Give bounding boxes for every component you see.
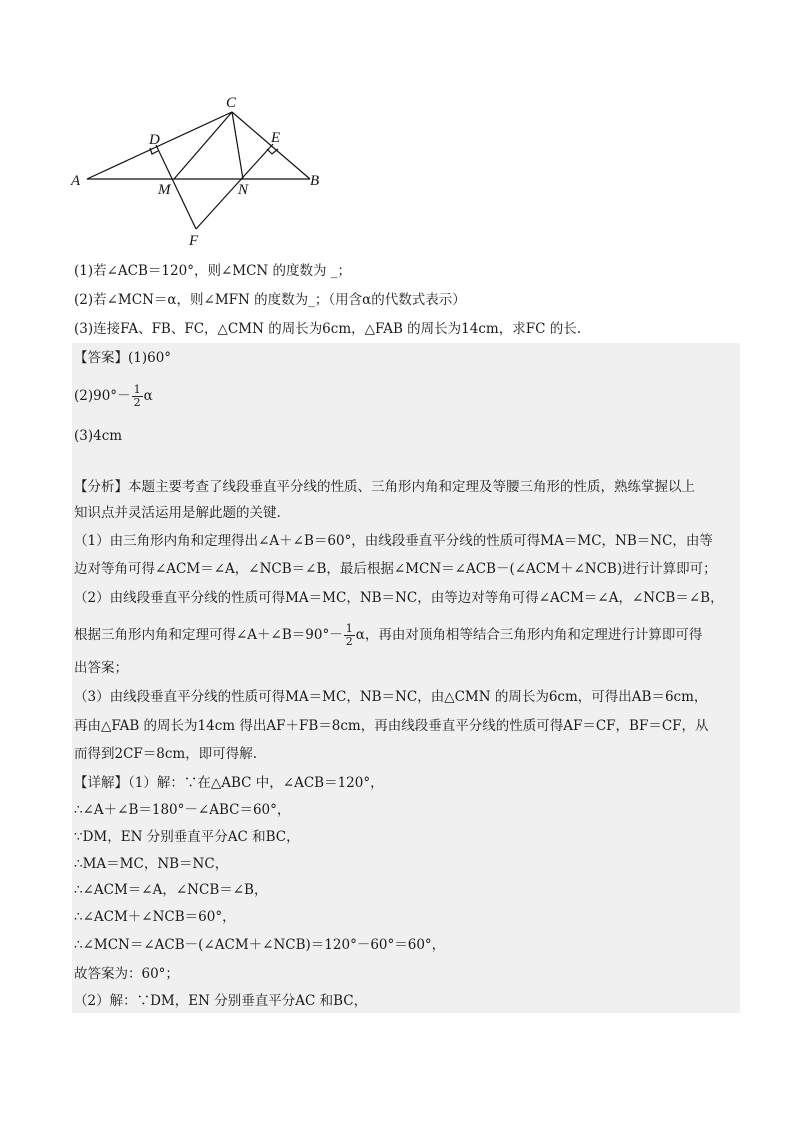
detail-line-9: （2）解：∵DM，EN 分别垂直平分AC 和BC， bbox=[74, 993, 368, 1009]
analysis-line-6 bbox=[74, 623, 702, 648]
geometry-figure bbox=[70, 92, 330, 252]
label-E: E bbox=[271, 130, 281, 146]
answer-2-suffix: α bbox=[143, 388, 153, 404]
detail-line-4: ∴MA＝MC，NB＝NC， bbox=[74, 856, 229, 872]
detail-line-3: ∵DM，EN 分别垂直平分AC 和BC， bbox=[74, 829, 300, 845]
detail-line-1: 【详解】（1）解：∵在△ABC 中，∠ACB＝120°， bbox=[74, 775, 384, 791]
analysis-line-3: （1）由三角形内角和定理得出∠A＋∠B＝60°，由线段垂直平分线的性质可得MA＝MC，NB＝NC，由等 bbox=[74, 533, 713, 549]
analysis-line-1: 【分析】本题主要考查了线段垂直平分线的性质、三角形内角和定理及等腰三角形的性质，熟练掌握以上 bbox=[74, 479, 695, 495]
analysis-line-8: （3）由线段垂直平分线的性质可得MA＝MC，NB＝NC，由△CMN 的周长为6cm，可得出AB＝6cm， bbox=[74, 689, 708, 705]
analysis-line-2: 知识点并灵活运用是解此题的关键. bbox=[74, 505, 281, 521]
detail-line-8: 故答案为：60°； bbox=[74, 966, 179, 982]
analysis-line-9: 再由△FAB 的周长为14cm 得出AF＋FB＝8cm，再由线段垂直平分线的性质可得AF＝CF，BF＝CF，从 bbox=[74, 718, 709, 734]
label-D: D bbox=[149, 132, 160, 148]
fraction-half-2 bbox=[344, 623, 355, 648]
detail-line-6: ∴∠ACM＋∠NCB＝60°， bbox=[74, 909, 236, 925]
label-F: F bbox=[189, 233, 199, 249]
question-3: (3)连接FA、FB、FC，△CMN 的周长为6cm，△FAB 的周长为14cm，求FC 的长. bbox=[74, 321, 581, 337]
triangle-diagram bbox=[70, 92, 330, 252]
fraction-numerator-2: 1 bbox=[345, 622, 353, 635]
answer-2 bbox=[74, 384, 153, 409]
fraction-denominator-2: 2 bbox=[345, 635, 353, 648]
label-A: A bbox=[71, 173, 81, 189]
analysis-line-6-suffix: α，再由对顶角相等结合三角形内角和定理进行计算即可得 bbox=[355, 627, 703, 643]
detail-line-7: ∴∠MCN＝∠ACB－(∠ACM＋∠NCB)＝120°－60°＝60°， bbox=[74, 937, 446, 953]
label-M: M bbox=[158, 182, 171, 198]
label-B: B bbox=[310, 173, 320, 189]
analysis-line-4: 边对等角可得∠ACM＝∠A，∠NCB＝∠B，最后根据∠MCN＝∠ACB－(∠ACM＋∠NCB)进行计算即可； bbox=[74, 561, 717, 577]
fraction-denominator: 2 bbox=[133, 396, 141, 409]
segment-EF bbox=[196, 144, 273, 229]
analysis-line-6-prefix: 根据三角形内角和定理可得∠A＋∠B＝90°－ bbox=[74, 627, 343, 643]
analysis-line-10: 而得到2CF＝8cm，即可得解. bbox=[74, 746, 258, 762]
answer-3: (3)4cm bbox=[74, 428, 123, 444]
question-2: (2)若∠MCN＝α，则∠MFN 的度数为_；（用含α的代数式表示） bbox=[74, 292, 466, 308]
detail-line-5: ∴∠ACM＝∠A，∠NCB＝∠B， bbox=[74, 882, 268, 898]
fraction-half bbox=[132, 384, 143, 409]
detail-line-2: ∴∠A＋∠B＝180°－∠ABC＝60°， bbox=[74, 802, 291, 818]
analysis-line-7: 出答案； bbox=[74, 660, 128, 676]
analysis-line-5: （2）由线段垂直平分线的性质可得MA＝MC，NB＝NC，由等边对等角可得∠ACM＝∠A，∠NCB＝∠B， bbox=[74, 590, 724, 606]
answer-1: 【答案】(1)60° bbox=[74, 350, 172, 366]
label-C: C bbox=[226, 95, 237, 111]
label-N: N bbox=[238, 182, 249, 198]
answer-2-prefix: (2)90°－ bbox=[74, 388, 131, 404]
question-1: (1)若∠ACB＝120°，则∠MCN 的度数为 _； bbox=[74, 263, 352, 279]
segment-CN bbox=[232, 112, 243, 179]
fraction-numerator: 1 bbox=[133, 383, 141, 396]
segment-CM bbox=[174, 112, 232, 179]
right-angle-E bbox=[267, 149, 278, 154]
